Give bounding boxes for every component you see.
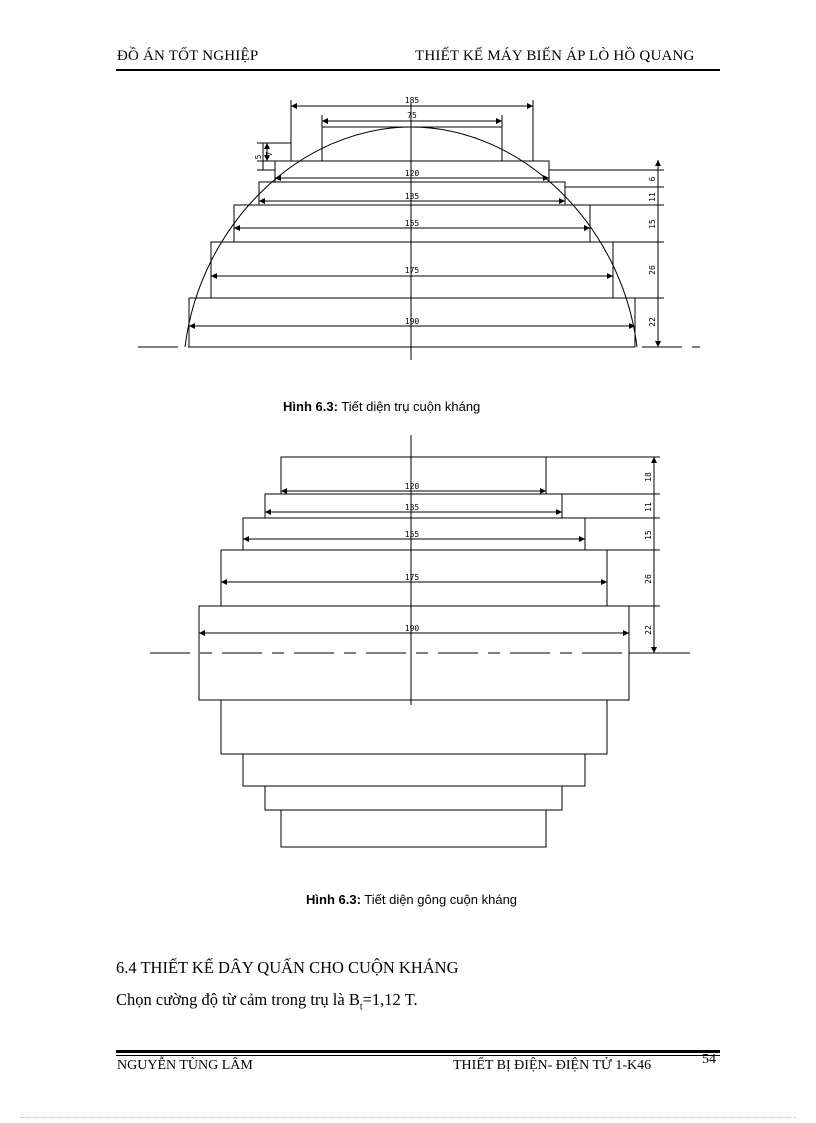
body-text-before: Chọn cường độ từ cảm trong trụ là B: [116, 990, 360, 1009]
dim-label: 26: [644, 574, 653, 584]
dim-label: 155: [404, 219, 420, 228]
dim-label: 75: [407, 111, 417, 120]
body-text-subscript: t: [359, 1001, 363, 1013]
dim-label: 175: [404, 266, 420, 275]
figure2-caption: [306, 892, 517, 907]
footer-rule-thick: [116, 1050, 720, 1053]
dim-label: 190: [404, 317, 420, 326]
yoke-step-175-lower: [221, 700, 607, 754]
yoke-step-155-lower: [243, 754, 585, 786]
page-edge-dots: [20, 1117, 796, 1118]
figure1-caption: [283, 399, 480, 414]
dim-label: 185: [404, 96, 420, 105]
page-number: 54: [702, 1052, 716, 1067]
dim-label: 120: [404, 482, 420, 491]
figure1-caption-text: Tiết diện trụ cuộn kháng: [337, 399, 481, 414]
dim-label: 155: [404, 530, 420, 539]
yoke-step-135-lower: [265, 786, 562, 810]
dim-label: 5: [254, 154, 263, 160]
dim-label: 120: [404, 169, 420, 178]
figure-yoke-section: [0, 430, 816, 870]
section-title: 6.4 THIẾT KẾ DÂY QUẤN CHO CUỘN KHÁNG: [116, 958, 459, 977]
dim-label: 135: [404, 503, 420, 512]
dim-label: 11: [648, 192, 657, 202]
footer-rule-thin: [116, 1055, 720, 1056]
footer-right: THIẾT BỊ ĐIỆN- ĐIỆN TỬ 1-K46: [453, 1058, 652, 1073]
footer-left: NGUYỄN TÙNG LÂM: [117, 1058, 253, 1073]
header-rule: [116, 69, 720, 71]
figure2-caption-text: Tiết diện gông cuộn kháng: [360, 892, 518, 907]
figure1-caption-label: Hình 6.3:: [283, 399, 338, 414]
dim-label: 15: [648, 219, 657, 229]
dim-label: 190: [404, 624, 420, 633]
dim-label: 18: [644, 472, 653, 482]
dim-label: 135: [404, 192, 420, 201]
figure2-caption-label: Hình 6.3:: [306, 892, 361, 907]
dim-label: 26: [648, 265, 657, 275]
dim-label: 6: [648, 176, 657, 182]
dim-label: 15: [644, 530, 653, 540]
dim-label: 175: [404, 573, 420, 582]
yoke-step-120-lower: [281, 810, 546, 847]
body-paragraph: [116, 990, 418, 1012]
dim-label: 7: [265, 151, 274, 157]
dim-label: 11: [644, 502, 653, 512]
body-text-after: =1,12 T.: [362, 990, 418, 1009]
step-75: [322, 127, 502, 161]
dim-label: 22: [648, 317, 657, 327]
header-right: THIẾT KẾ MÁY BIẾN ÁP LÒ HỒ QUANG: [415, 48, 695, 64]
header-left: ĐỒ ÁN TỐT NGHIỆP: [117, 48, 259, 64]
figure-core-section: [0, 90, 816, 360]
dim-label: 22: [644, 625, 653, 635]
